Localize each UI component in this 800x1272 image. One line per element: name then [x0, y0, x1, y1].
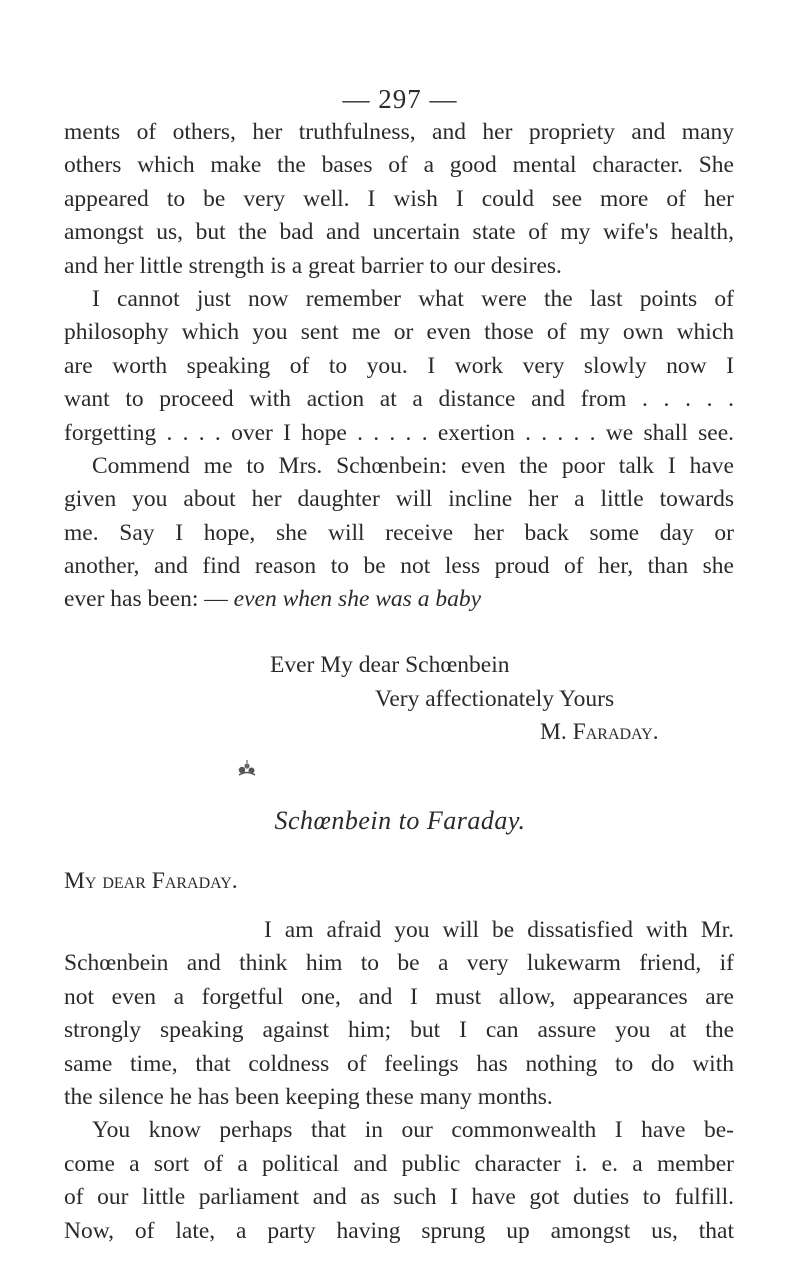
text-line: me. Say I hope, she will receive her back some day or — [64, 519, 734, 546]
salutation: My dear Faraday. — [64, 868, 238, 894]
text-line: appeared to be very well. I wish I could see more of her — [64, 185, 734, 212]
text-line: Commend me to Mrs. Schœnbein: even the poor talk I have — [92, 452, 734, 479]
text-line: I am afraid you will be dissatisfied with Mr. — [264, 917, 734, 943]
text-line: amongst us, but the bad and uncertain state of my wife's health, — [64, 219, 734, 246]
letter-schoenbein-body — [64, 914, 734, 1248]
text-line: strongly speaking against him; but I can assure you at the — [64, 1017, 734, 1044]
fleuron-icon — [236, 758, 258, 780]
text-line: You know perhaps that in our commonwealth I have be- — [92, 1117, 734, 1144]
text-line: I cannot just now remember what were the last points of — [92, 285, 734, 312]
letter-faraday-body — [64, 116, 734, 617]
text-line: forgetting . . . . over I hope . . . . . exertion . . . . . we shall see. — [64, 419, 734, 446]
text-line: want to proceed with action at a distance and from . . . . . — [64, 386, 734, 413]
text-line: Now, of late, a party having sprung up amongst us, that — [64, 1217, 734, 1244]
text-prefix: ever has been: — — [64, 586, 234, 613]
text-line: and her little strength is a great barrier to our desires. — [64, 252, 562, 279]
text-line: given you about her daughter will incline her a little towards — [64, 486, 734, 513]
closing-line: Very affectionately Yours — [375, 686, 615, 712]
text-line: ments of others, her truthfulness, and her propriety and many — [64, 119, 734, 145]
text-line-last — [64, 583, 734, 616]
emphasis-text: even when she was a baby — [233, 586, 482, 613]
closing-line: Ever My dear Schœnbein — [270, 652, 510, 678]
text-line: not even a forgetful one, and I must allow, appearances are — [64, 983, 734, 1010]
page-number: — 297 — — [342, 84, 458, 114]
text-line: are worth speaking of to you. I work very slowly now I — [64, 352, 734, 379]
signature: M. Faraday. — [540, 719, 659, 745]
text-line: come a sort of a political and public character i. e. a member — [64, 1150, 734, 1177]
text-line: same time, that coldness of feelings has nothing to do with — [64, 1050, 734, 1077]
text-line: of our little parliament and as such I have got duties to fulfill. — [64, 1184, 734, 1211]
text-line: Schœnbein and think him to be a very lukewarm friend, if — [64, 950, 734, 977]
text-line: others which make the bases of a good mental character. She — [64, 152, 734, 179]
text-line: the silence he has been keeping these many months. — [64, 1083, 553, 1110]
text-line: another, and find reason to be not less proud of her, than she — [64, 553, 734, 580]
letter-heading: Schœnbein to Faraday. — [274, 806, 526, 835]
text-line: philosophy which you sent me or even those of my own which — [64, 319, 734, 346]
